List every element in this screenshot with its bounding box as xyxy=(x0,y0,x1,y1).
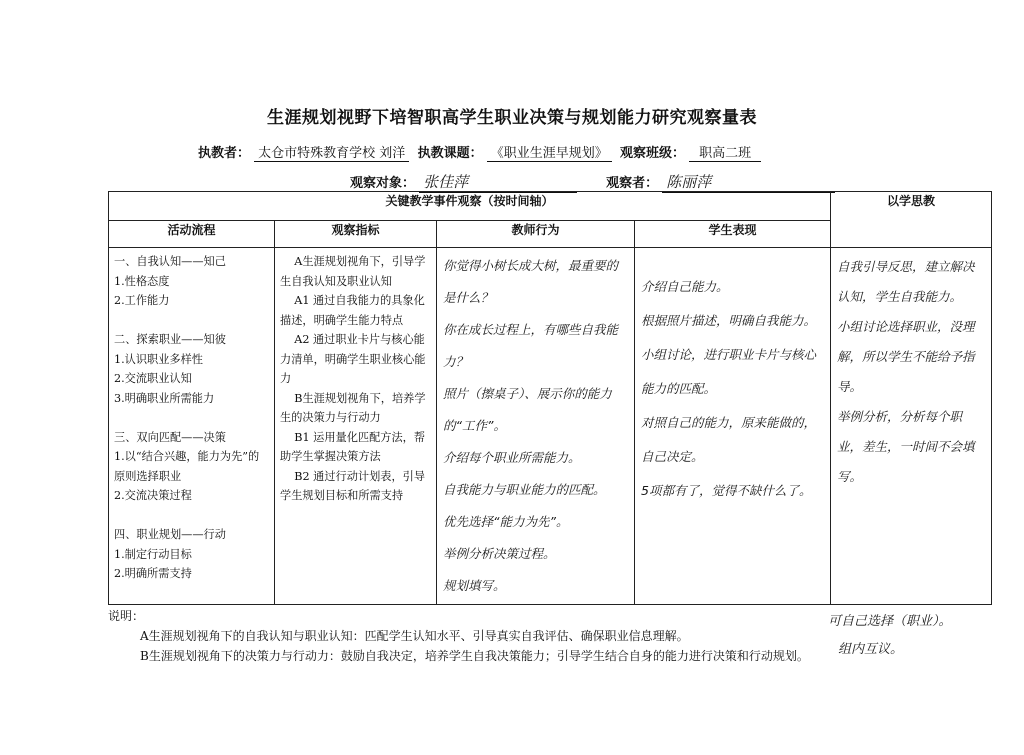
teacher-label: 执教者： xyxy=(198,146,251,161)
header-indicator: 观察指标 xyxy=(275,221,437,248)
observation-table xyxy=(108,191,992,605)
observer-value: 陈丽萍 xyxy=(662,171,835,193)
note-b: B生涯规划视角下的决策力与行动力：鼓励自我决定，培养学生自我决策能力；引导学生结合自身的能力进行决策和行动规划。 xyxy=(140,649,809,663)
meta-row-1 xyxy=(198,142,761,162)
meta-row-2 xyxy=(350,171,835,193)
observer-label: 观察者： xyxy=(606,176,659,191)
object-value: 张佳萍 xyxy=(419,171,577,193)
notes-heading: 说明： xyxy=(108,609,145,623)
topic-value: 《职业生涯早规划》 xyxy=(487,142,612,162)
reflection-cell: 自我引导反思，建立解决认知，学生自我能力。 小组讨论选择职业，没理解，所以学生不能给予指导。 举例分析，分析每个职业，差生，一时间不会填写。 xyxy=(837,259,975,484)
indicator-cell: A生涯规划视角下，引导学生自我认知及职业认知 A1 通过自我能力的具象化描述，明确学生能力特点 A2 通过职业卡片与核心能力清单，明确学生职业核心能力 B生涯规划视角下，培养学生的决策力与行动力 B1 运用量化匹配方法，帮助学生掌握决策方法 B2 通过行动计划表，引导学生规划目标和所需支持 xyxy=(280,255,426,502)
note-a: A生涯规划视角下的自我认知与职业认知：匹配学生认知水平、引导真实自我评估、确保职业信息理解。 xyxy=(140,629,689,643)
side-note-1: 可自己选择（职业）。 xyxy=(828,614,952,629)
class-value: 职高二班 xyxy=(689,142,761,162)
header-student: 学生表现 xyxy=(635,221,831,248)
topic-label: 执教课题： xyxy=(417,146,483,161)
header-reflect: 以学思教 xyxy=(831,192,992,248)
page-title: 生涯规划视野下培智职高学生职业决策与规划能力研究观察量表 xyxy=(267,108,757,128)
flow-cell: 一、自我认知——知己 1.性格态度 2.工作能力 二、探索职业——知彼 1.认识职业多样性 2.交流职业认知 3.明确职业所需能力 三、双向匹配——决策 1.以“结合兴趣，能力为先”的原则选择职业 2.交流决策过程 四、职业规划——行动 1.制定行动目标 2.明确所需支持 xyxy=(114,255,260,580)
header-flow: 活动流程 xyxy=(109,221,275,248)
teacher-behavior-cell: 你觉得小树长成大树，最重要的是什么？ 你在成长过程上，有哪些自我能力？ 照片（擦桌子）、展示你的能力的“工作”。 介绍每个职业所需能力。 自我能力与职业能力的匹配。 优先选择“能力为先”。 举例分析决策过程。 规划填写。 xyxy=(443,258,619,593)
header-key-events: 关键教学事件观察（按时间轴） xyxy=(109,192,831,221)
student-performance-cell: 介绍自己能力。 根据照片描述，明确自我能力。 小组讨论，进行职业卡片与核心能力的匹配。 对照自己的能力，原来能做的，自己决定。 5项都有了，觉得不缺什么了。 xyxy=(641,279,817,498)
header-teacher: 教师行为 xyxy=(437,221,635,248)
class-label: 观察班级： xyxy=(620,146,686,161)
object-label: 观察对象： xyxy=(350,176,416,191)
teacher-value: 太仓市特殊教育学校 刘洋 xyxy=(254,142,409,162)
notes-section xyxy=(108,606,809,666)
side-note-2: 组内互议。 xyxy=(838,642,904,657)
